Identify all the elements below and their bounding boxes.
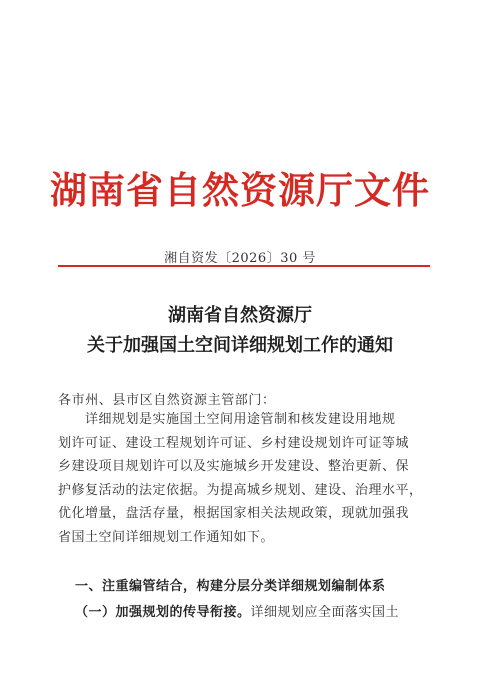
subject-title-issuer: 湖南省自然资源厅 bbox=[168, 305, 312, 326]
recipient-line: 各市州、县市区自然资源主管部门： bbox=[58, 393, 276, 408]
section-1-heading: 一、注重编管结合，构建分层分类详细规划编制体系 bbox=[75, 579, 386, 594]
document-number: 湘自资发〔2026〕30 号 bbox=[164, 251, 316, 266]
paragraph-line: 划许可证、建设工程规划许可证、乡村建设规划许可证等城 bbox=[58, 435, 410, 451]
paragraph-line: 护修复活动的法定依据。为提高城乡规划、建设、治理水平， bbox=[58, 482, 423, 498]
subsection-1-title: （一）加强规划的传导衔接。 bbox=[75, 605, 251, 620]
paragraph-line: 优化增量，盘活存量，根据国家相关法规政策，现就加强我 bbox=[58, 506, 410, 521]
header-divider-rule bbox=[58, 265, 430, 267]
subsection-1 bbox=[75, 601, 399, 620]
document-header-title: 湖南省自然资源厅文件 bbox=[50, 168, 430, 212]
paragraph-line: 详细规划是实施国土空间用途管制和核发建设用地规 bbox=[58, 412, 396, 427]
intro-paragraph bbox=[58, 408, 423, 549]
subject-title-notice: 关于加强国土空间详细规划工作的通知 bbox=[87, 335, 393, 356]
paragraph-line: 省国土空间详细规划工作通知如下。 bbox=[58, 529, 275, 545]
paragraph-line: 乡建设项目规划许可以及实施城乡开发建设、整治更新、保 bbox=[58, 459, 410, 474]
subsection-1-text: 详细规划应全面落实国土 bbox=[250, 605, 400, 620]
